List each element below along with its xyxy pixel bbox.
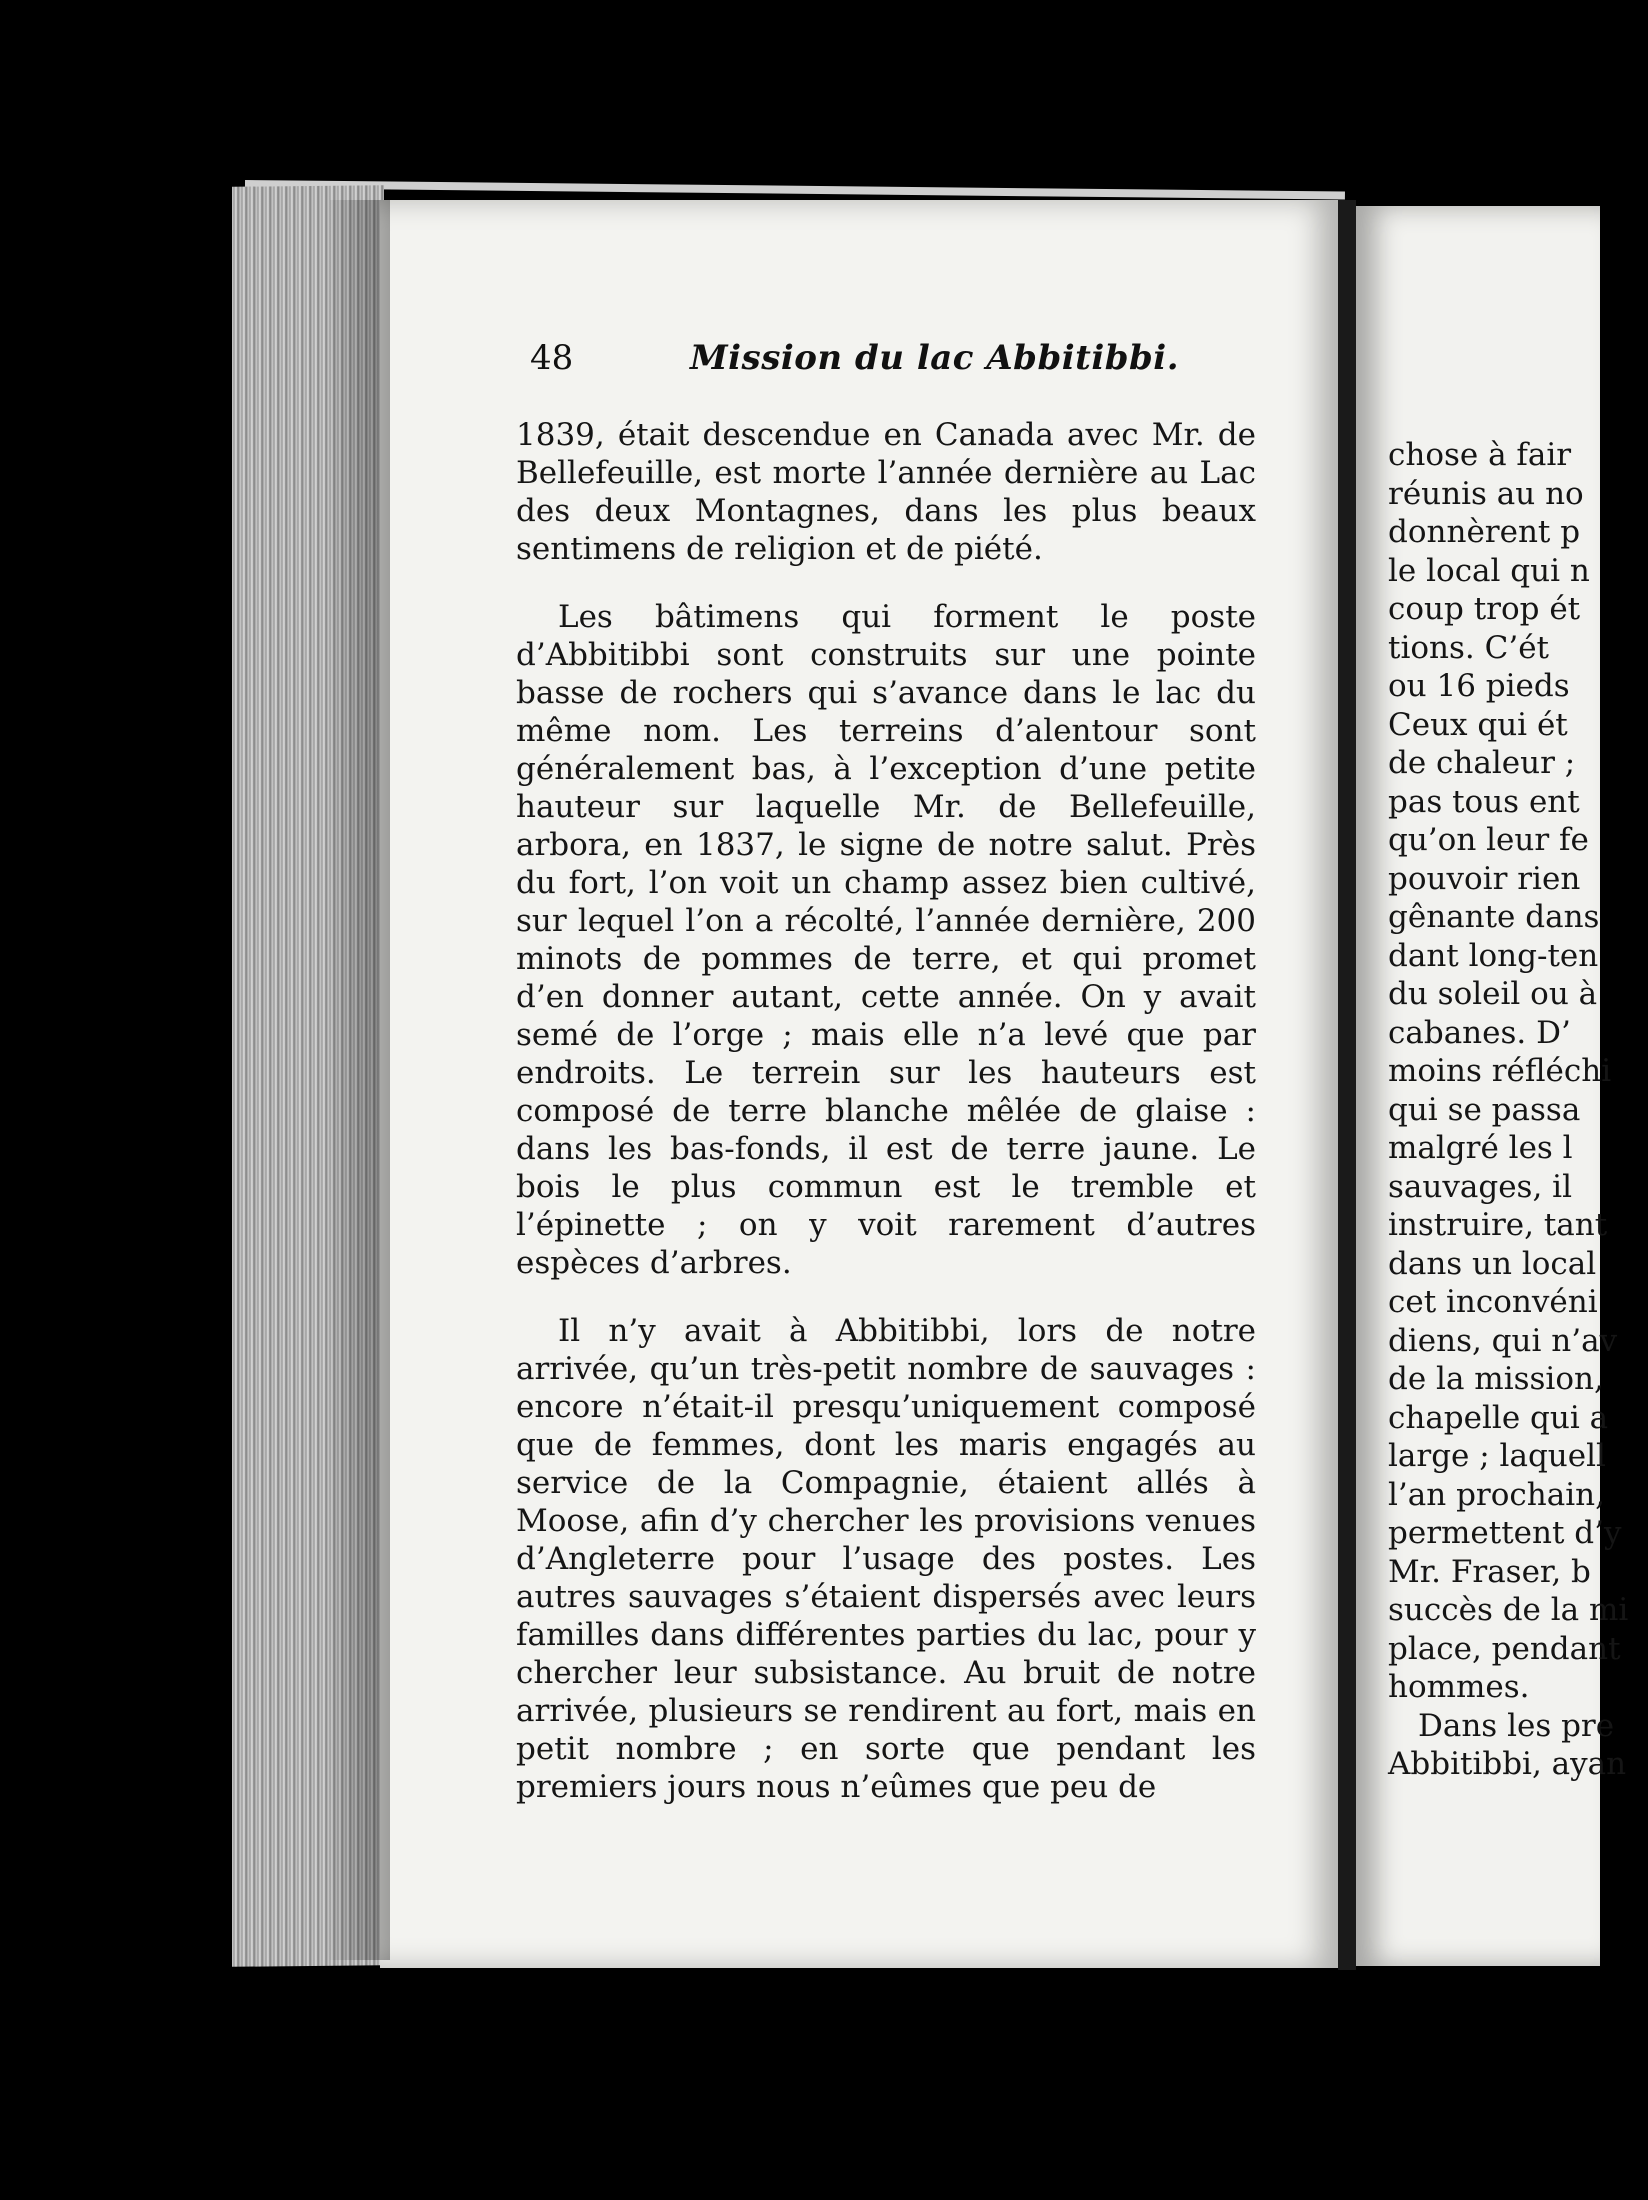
book-gutter <box>1338 200 1356 1970</box>
right-line: cabanes. D’ <box>1388 1014 1571 1051</box>
right-line: place, pendant <box>1388 1630 1621 1667</box>
right-line: l’an prochain, <box>1388 1476 1605 1513</box>
right-line: hommes. <box>1388 1669 1530 1705</box>
right-line: cet inconvéni <box>1388 1284 1598 1320</box>
right-line: qu’on leur fe <box>1388 822 1589 858</box>
paragraph-2: Les bâtimens qui forment le poste d’Abbitibbi sont construits sur une pointe basse de rochers qui s’avance dans le lac du même nom. Les terreins d’alentour sont généralement bas, à l’exception d’une petite hauteur sur laquelle Mr. de Bellefeuille, arbora, en 1837, le signe de notre salut. Près du fort, l’on voit un champ assez bien cultivé, sur lequel l’on a récolté, l’année dernière, 200 minots de pommes de terre, et qui promet d’en donner autant, cette année. On y avait semé de l’orge ; mais elle n’a levé que par endroits. Le terrein sur les hauteurs est composé de terre blanche mêlée de glaise : dans les bas-fonds, il est de terre jaune. Le bois le plus commun est le tremble et l’épinette ; on y voit rarement d’autres espèces d’arbres. <box>516 599 1256 1281</box>
right-line: dans un local <box>1388 1245 1597 1282</box>
right-line: succès de la mi <box>1388 1592 1629 1628</box>
edge-shadow <box>330 200 390 1960</box>
right-line: Abbitibbi, ayan <box>1388 1746 1627 1782</box>
right-line: Mr. Fraser, b <box>1388 1553 1591 1590</box>
right-line: dant long-ten <box>1388 937 1599 974</box>
right-line: réunis au no <box>1388 475 1584 512</box>
right-line: du soleil ou à <box>1388 976 1598 1012</box>
right-line: diens, qui n’av <box>1388 1322 1618 1359</box>
right-line: donnèrent p <box>1388 514 1581 550</box>
right-line: Dans les pre <box>1418 1707 1615 1744</box>
right-line: chapelle qui a <box>1388 1399 1609 1436</box>
running-title: Mission du lac Abbitibbi. <box>690 338 1180 378</box>
right-line: de chaleur ; <box>1388 745 1576 781</box>
right-line: Ceux qui ét <box>1388 706 1568 743</box>
right-line: instruire, tant <box>1388 1207 1608 1243</box>
right-line: coup trop ét <box>1388 591 1581 627</box>
right-line: ou 16 pieds <box>1388 668 1570 704</box>
right-page-text <box>1388 436 1648 1784</box>
left-page-text <box>516 416 1256 1836</box>
right-line: gênante dans <box>1388 899 1600 935</box>
page-number: 48 <box>530 338 574 378</box>
right-line: chose à fair <box>1388 437 1572 473</box>
right-line: tions. C’ét <box>1388 629 1549 666</box>
right-line: malgré les l <box>1388 1130 1573 1166</box>
right-line: pouvoir rien <box>1388 860 1581 897</box>
right-line: permettent d’y <box>1388 1515 1622 1551</box>
right-line: le local qui n <box>1388 552 1590 589</box>
paragraph-3: Il n’y avait à Abbitibbi, lors de notre arrivée, qu’un très-petit nombre de sauvages : encore n’était-il presqu’uniquement composé que de femmes, dont les maris engagés au service de la Compagnie, étaient allés à Moose, afin d’y chercher les provisions venues d’Angleterre pour l’usage des postes. Les autres sauvages s’étaient dispersés avec leurs familles dans différentes parties du lac, pour y chercher leur subsistance. Au bruit de notre arrivée, plusieurs se rendirent au fort, mais en petit nombre ; en sorte que pendant les premiers jours nous n’eûmes que peu de <box>516 1313 1256 1805</box>
right-line: de la mission, <box>1388 1361 1604 1397</box>
paragraph-1: 1839, était descendue en Canada avec Mr. de Bellefeuille, est morte l’année dernière au Lac des deux Montagnes, dans les plus beaux sentimens de religion et de piété. <box>516 417 1256 567</box>
page-top-edge <box>245 180 1345 200</box>
right-line: pas tous ent <box>1388 783 1580 820</box>
right-line: moins réfléchi <box>1388 1053 1612 1089</box>
right-line: qui se passa <box>1388 1091 1581 1128</box>
right-line: large ; laquell <box>1388 1438 1606 1474</box>
right-line: sauvages, il <box>1388 1168 1572 1205</box>
page-header <box>530 338 1250 388</box>
